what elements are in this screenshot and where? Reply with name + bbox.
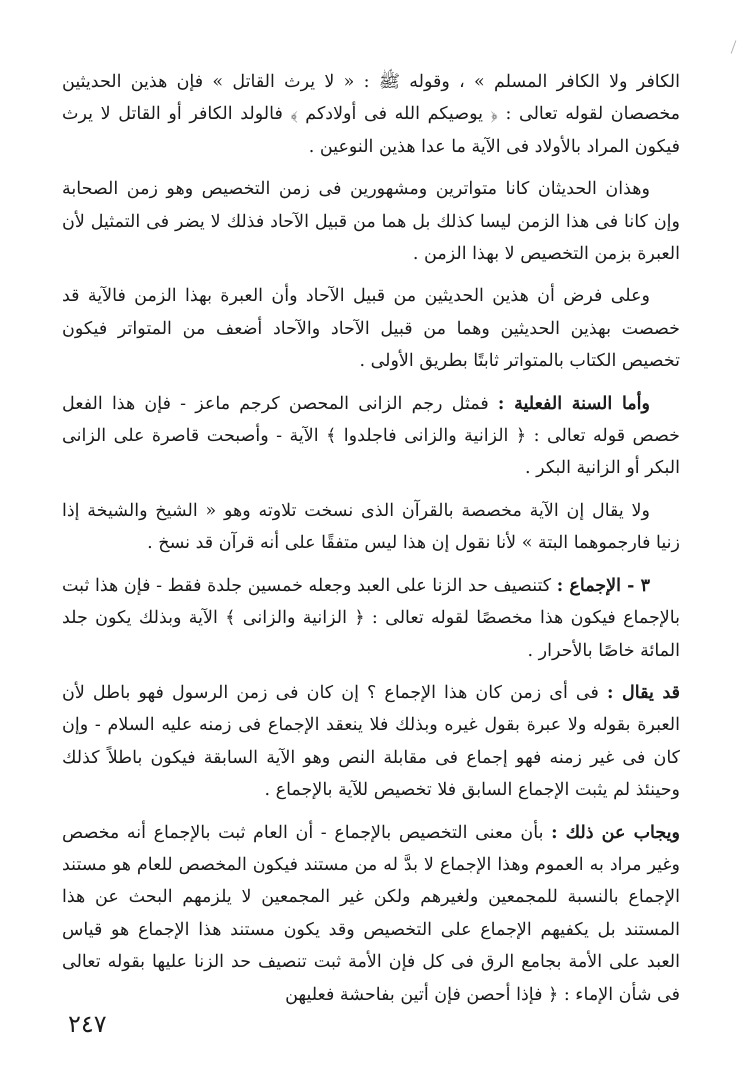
paragraph-text: بأن معنى التخصيص بالإجماع - أن العام ثبت بالإجماع أنه مخصص وغير مراد به العموم وهذا الإجماع لا بدَّ له من مستند فيكون المخصص للعام هو مستند الإجماع بالنسبة للمجمعين ولغيرهم ولكن غير المجمعين لا يلزمهم البحث عن هذا المستند بل يكفيهم الإجماع على التخصيص وقد يكون مستند هذا الإجماع هو قياس العبد على الأمة بجامع الرق فى كل فإن الأمة ثبت تنصيف حد الزنا عليها بقوله تعالى فى شأن الإماء : ﴿ فإذا أحصن فإن أتين بفاحشة فعليهن xyxy=(62,822,680,1005)
paragraph-1 xyxy=(62,66,680,163)
paragraph-text: ولا يقال إن الآية مخصصة بالقرآن الذى نسخت تلاوته وهو « الشيخ والشيخة إذا زنيا فارجموهما البتة » لأنا نقول إن هذا ليس متفقًا على أنه قرآن قد نسخ . xyxy=(62,500,680,554)
paragraph-6 xyxy=(62,570,680,667)
scan-mark xyxy=(731,40,737,53)
paragraph-text: وهذان الحديثان كانا متواترين ومشهورين فى زمن التخصيص وهو زمن الصحابة وإن كانا فى هذا الزمن ليسا كذلك بل هما من قبيل الآحاد فذلك لا يضر فى التمثيل لأن العبرة بزمن التخصيص لا بهذا الزمن . xyxy=(62,179,680,265)
paragraph-text: فمثل رجم الزانى المحصن كرجم ماعز - فإن هذا الفعل خصص قوله تعالى : ﴿ الزانية والزانى فاجلدوا ﴾ الآية - وأصبحت قاصرة على الزانى البكر أو الزانية البكر . xyxy=(62,393,680,479)
page-body xyxy=(62,66,680,1021)
paragraph-3 xyxy=(62,280,680,377)
paragraph-lead: ويجاب عن ذلك : xyxy=(551,822,680,843)
paragraph-lead: وأما السنة الفعلية : xyxy=(497,393,650,414)
paragraph-text: وعلى فرض أن هذين الحديثين من قبيل الآحاد وأن العبرة بهذا الزمن فالآية قد خصصت بهذين الحديثين وهما من قبيل الآحاد والآحاد أضعف من المتواتر فيكون تخصيص الكتاب بالمتواتر ثابتًا بطريق الأولى . xyxy=(62,286,680,372)
page-number: ٢٤٧ xyxy=(68,1010,107,1038)
paragraph-text: كتنصيف حد الزنا على العبد وجعله خمسين جلدة فقط - فإن هذا ثبت بالإجماع فيكون هذا مخصصًا لقوله تعالى : ﴿ الزانية والزانى ﴾ الآية وبذلك يكون جلد المائة خاصًا بالأحرار . xyxy=(62,575,680,661)
paragraph-5 xyxy=(62,495,680,560)
paragraph-text: الكافر ولا الكافر المسلم » ، وقوله ﷺ : « لا يرث القاتل » فإن هذين الحديثين مخصصان لقوله تعالى : ﴿ يوصيكم الله فى أولادكم ﴾ فالولد الكافر أو القاتل لا يرث فيكون المراد بالأولاد فى الآية ما عدا هذين النوعين . xyxy=(62,72,680,157)
paragraph-2 xyxy=(62,173,680,270)
paragraph-7 xyxy=(62,677,680,807)
paragraph-8 xyxy=(62,817,680,1011)
paragraph-text: فى أى زمن كان هذا الإجماع ؟ إن كان فى زمن الرسول فهو باطل لأن العبرة بقوله ولا عبرة بقول غيره وبذلك فلا ينعقد الإجماع فى زمنه عليه السلام - وإن كان فى غير زمنه فهو إجماع فى مقابلة النص وهو الآية السابقة فيكون باطلاً كذلك وحينئذ لم يثبت الإجماع السابق فلا تخصيص للآية بالإجماع . xyxy=(62,682,680,801)
paragraph-4 xyxy=(62,388,680,485)
paragraph-lead: ٣ - الإجماع : xyxy=(556,575,650,596)
paragraph-lead: قد يقال : xyxy=(606,682,680,703)
